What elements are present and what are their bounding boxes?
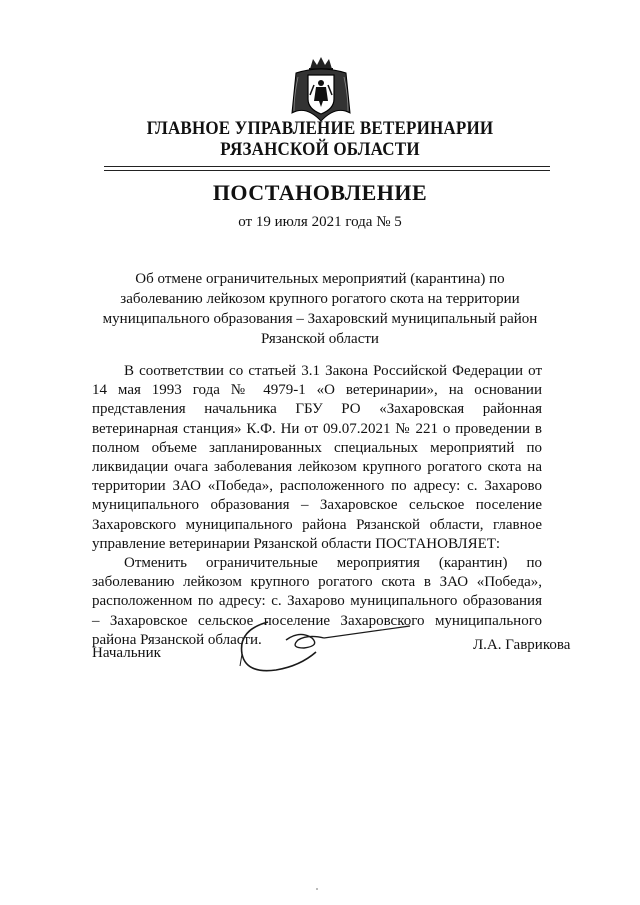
body-paragraph-2: Отменить ограничительные мероприятия (карантин) по заболеванию лейкозом крупного рогатого скота в ЗАО «Победа», расположенном по адресу: с. Захарово муниципального образования – Захаровское сельское поселение Захаровского муниципального района Рязанской области. <box>92 555 542 648</box>
document-date-number: от 19 июля 2021 года № 5 <box>238 214 402 230</box>
body-paragraph-1: В соответствии со статьей 3.1 Закона Российской Федерации от 14 мая 1993 года № 4979-1 «О ветеринарии», на основании представления начальника ГБУ РО «Захаровская районная ветеринарная станция» К.Ф. Ни от 09.07.2021 № 221 о проведении в полном объеме запланированных специальных мероприятий по ликвидации очага заболевания лейкозом крупного рогатого скота на территории ЗАО «Победа», расположенного по адресу: с. Захарово муниципального образования – Захаровское сельское поселение Захаровского муниципального района Рязанской области, главное управление ветеринарии Рязанской области ПОСТАНОВЛЯЕТ: <box>92 363 542 552</box>
document-subject: Об отмене ограничительных мероприятий (карантина) по заболеванию лейкозом крупного рогатого скота на территории муниципального образования – Захаровский муниципальный район Рязанской области <box>102 271 538 347</box>
scan-speck <box>316 888 318 890</box>
handwritten-signature <box>228 610 428 680</box>
signer-position: Начальник <box>92 645 161 661</box>
header-divider-thick <box>104 166 550 167</box>
document-title: ПОСТАНОВЛЕНИЕ <box>212 180 428 205</box>
coat-of-arms-icon <box>286 55 356 123</box>
agency-name-line2: РЯЗАНСКОЙ ОБЛАСТИ <box>220 140 420 160</box>
document-body <box>92 362 542 650</box>
signer-name: Л.А. Гаврикова <box>473 637 571 653</box>
agency-name-line1: ГЛАВНОЕ УПРАВЛЕНИЕ ВЕТЕРИНАРИИ <box>146 119 494 139</box>
header-divider-thin <box>104 170 550 171</box>
